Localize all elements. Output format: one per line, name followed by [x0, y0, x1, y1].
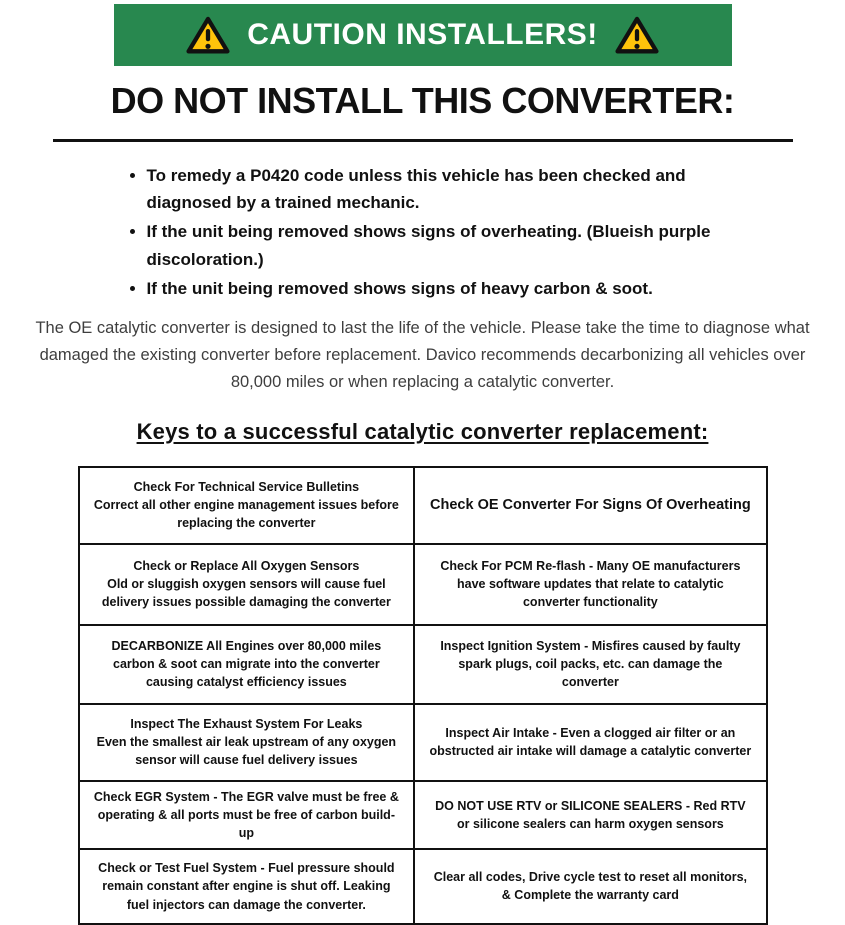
cell-body: Inspect Ignition System - Misfires caused by faulty spark plugs, coil packs, etc. can damage the converter	[440, 638, 741, 690]
cell-right	[414, 704, 766, 781]
cell-body: Check For PCM Re-flash - Many OE manufacturers have software updates that relate to catalytic converter functionality	[440, 558, 741, 610]
caution-banner	[114, 4, 732, 66]
bullet-item: • To remedy a P0420 code unless this vehicle has been checked and diagnosed by a trained mechanic.	[147, 162, 723, 216]
cell-right	[414, 781, 766, 849]
cell-body: Even the smallest air leak upstream of any oxygen sensor will cause fuel delivery issues	[96, 735, 397, 768]
intro-paragraph: The OE catalytic converter is designed to last the life of the vehicle. Please take the time to diagnose what damaged the existing converter before replacement. Davico recommends decarbonizing all vehicles over 80,000 miles or when replacing a catalytic converter.	[35, 318, 810, 392]
table-row	[79, 544, 767, 625]
cell-left	[79, 625, 415, 704]
cell-title: Check OE Converter For Signs Of Overheating	[430, 496, 751, 513]
bullet-item: • If the unit being removed shows signs of overheating. (Blueish purple discoloration.)	[147, 218, 723, 272]
table-row	[79, 849, 767, 924]
table-row	[79, 781, 767, 849]
cell-body: Old or sluggish oxygen sensors will cause fuel delivery issues possible damaging the converter	[101, 577, 391, 610]
cell-right	[414, 849, 766, 924]
page-title: DO NOT INSTALL THIS CONVERTER:	[110, 80, 735, 121]
cell-left	[79, 849, 415, 924]
bullet-item: • If the unit being removed shows signs of heavy carbon & soot.	[147, 275, 723, 302]
table-row	[79, 704, 767, 781]
cell-body: Clear all codes, Drive cycle test to reset all monitors, & Complete the warranty card	[433, 870, 748, 903]
keys-heading: Keys to a successful catalytic converter replacement:	[136, 418, 709, 444]
cell-right	[414, 625, 766, 704]
warning-triangle-icon	[614, 15, 660, 56]
cell-body: Check or Test Fuel System - Fuel pressure should remain constant after engine is shut off. Leaking fuel injectors can damage the converter.	[98, 861, 395, 912]
warning-bullet-list	[123, 162, 723, 302]
cell-body: DO NOT USE RTV or SILICONE SEALERS - Red RTV or silicone sealers can harm oxygen sensors	[435, 798, 746, 831]
cell-body: Correct all other engine management issues before replacing the converter	[93, 498, 399, 531]
warning-triangle-icon	[185, 15, 231, 56]
cell-body: Inspect Air Intake - Even a clogged air filter or an obstructed air intake will damage a catalytic converter	[429, 725, 752, 759]
cell-body: DECARBONIZE All Engines over 80,000 miles carbon & soot can migrate into the converter causing catalyst efficiency issues	[111, 638, 382, 690]
cell-left	[79, 781, 415, 849]
cell-right	[414, 467, 766, 544]
cell-left	[79, 467, 415, 544]
table-row	[79, 467, 767, 544]
cell-right	[414, 544, 766, 625]
cell-title: Inspect The Exhaust System For Leaks	[130, 716, 363, 731]
cell-title: Check For Technical Service Bulletins	[133, 479, 360, 494]
cell-left	[79, 704, 415, 781]
cell-title: Check or Replace All Oxygen Sensors	[133, 558, 360, 573]
cell-body: Check EGR System - The EGR valve must be free & operating & all ports must be free of carbon build-up	[93, 789, 399, 840]
table-row	[79, 625, 767, 704]
title-divider	[53, 139, 793, 142]
advice-table	[78, 466, 768, 925]
cell-left	[79, 544, 415, 625]
banner-title: CAUTION INSTALLERS!	[247, 18, 598, 51]
